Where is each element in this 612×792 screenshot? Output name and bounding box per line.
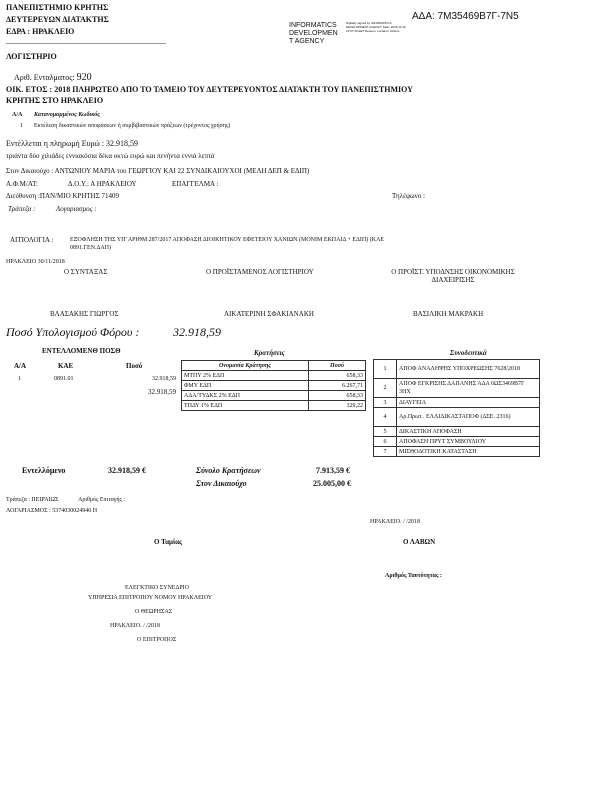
ordered-total-label: Εντελλόμενο (22, 466, 66, 475)
tax-base-label: Ποσό Υπολογισμού Φόρου : (6, 325, 140, 339)
ordered-row-kae: 0891.01 (54, 376, 74, 382)
ordered-row-aa: 1 (18, 376, 21, 382)
audit-service: ΥΠΗΡΕΣΙΑ ΕΠΙΤΡΟΠΟΥ ΝΟΜΟΥ ΗΡΑΚΛΕΙΟΥ (88, 595, 213, 601)
ordered-row-amount: 32.918,59 (152, 376, 176, 382)
ada-code: ΑΔΑ: 7Μ35469Β7Γ-7Ν5 (412, 11, 519, 22)
deductions-total-label: Σύνολο Κρατήσεων (196, 466, 261, 475)
table-row: 4 Αρ.Πρωτ . ΕΛΛΙΔΙΚΑΣΤΑΠΟΦ (ΔΣΕ. 2316) (374, 408, 540, 427)
table-row: 6 ΑΠΟΦΑΣΗ ΠΡΥΤ ΣΥΜΒΟΥΛΙΟΥ (374, 437, 540, 447)
check-number: Αριθμός Επιταγής : (78, 497, 126, 503)
address: Διεύθυνση :ΠΑΝ/ΜΙΟ ΚΡΗΤΗΣ 71409 (6, 192, 120, 200)
org-unit: ΔΕΥΤΕΡΕΥΩΝ ΔΙΑΤΑΚΤΗΣ (6, 15, 109, 24)
payment-place-date: ΗΡΑΚΛΕΙΟ. / /2018 (370, 519, 420, 525)
tax-base-amount: 32.918,59 (173, 325, 221, 339)
ordered-aa-header: Α/Α (14, 362, 27, 370)
table-row: ΤΠΔΥ 1% ΕΔΠ 329,22 (182, 401, 366, 411)
ordered-total: 32.918,59 (148, 388, 176, 396)
reason-line-1: ΕΞΟΦΛΗΣΗ ΤΗΣ ΥΠ' ΑΡΙΘΜ 287/2017 ΑΠΟΦΑΣΗ ΔΙΟΙΚΗΤΙΚΟΥ ΕΦΕΤΕΙΟΥ ΧΑΝΙΩΝ (ΜΟΝΙΜ ΕΚΠΑΙΔ + ΕΔΙΠ) (ΚΑΕ (70, 237, 385, 243)
table-row: ΦΜΥ ΕΔΠ 6.267,71 (182, 381, 366, 391)
payable-amount: Εντέλλεται η πληρωμή Ευρώ : 32.918,59 (6, 139, 139, 148)
audit-place-date: ΗΡΑΚΛΕΙΟ. / /2018 (110, 623, 160, 629)
attachments-title: Συνοδευτικά (450, 349, 487, 357)
composer-name: ΒΛΑΣΑΚΗΣ ΓΙΩΡΓΟΣ (50, 310, 119, 318)
signature-logo: INFORMATICS DEVELOPMEN T AGENCY (289, 22, 338, 45)
ordered-amount-title: ΕΝΤΕΛΛΟΜΕΝΘ ΠΟΣΘ (42, 347, 121, 355)
issue-place-date: ΗΡΑΚΛΕΙΟ 30/11/2018 (6, 259, 65, 265)
org-seat: ΕΔΡΑ : ΗΡΑΚΛΕΙΟ (6, 27, 75, 36)
bank-label: Τράπεζα : (8, 205, 36, 213)
tax-office: Δ.Ο.Υ.: Α ΗΡΑΚΛΕΙΟΥ (68, 180, 137, 188)
deductions-title: Κρατήσεις (254, 349, 285, 357)
composer-title: Ο ΣΥΝΤΑΞΑΣ (64, 268, 108, 276)
accounting-head-name: ΑΙΚΑΤΕΡΙΝΗ ΣΦΑΚΙΑΝΑΚΗ (224, 310, 314, 318)
beneficiary-total-value: 25.005,00 € (313, 479, 351, 488)
item-description: Εκτέλεση δικαστικών αποφάσεων ή συμβιβαστικών πράξεων (τρέχοντος χρήσης) (34, 123, 231, 129)
table-row: 1 ΑΠΟΦ ΑΝΑΛΗΨΗΣ ΥΠΟΧΡΕΩΣΗΣ 7628/2018 (374, 360, 540, 379)
beneficiary: Στον Δικαιούχο : ΑΝΤΩΝΙΟΥ ΜΑΡΙΑ του ΓΕΩΡΓΙΟΥ ΚΑΙ 22 ΣΥΝΔΙΚΑΙΟΥΧΟΙ (ΜΕΛΗ ΔΕΠ & ΕΔΙΠ) (6, 167, 310, 175)
reason-label: ΑΙΤΙΟΛΟΓΙΑ : (10, 236, 54, 244)
signature-details: Digitally signed by INFORMATICS DEVELOPMENT AGENCY Date: 2018.11.30 13:57:25 EET Reason: Location: Athens (346, 21, 406, 33)
reason-line-2: 0891.ΓΕΝ.ΔΑΠ) (70, 245, 111, 251)
org-name: ΠΑΝΕΠΙΣΤΗΜΙΟ ΚΡΗΤΗΣ (6, 3, 109, 12)
table-row: 3 ΔΙΑΥΓΕΙΑ (374, 398, 540, 408)
profession: ΕΠΑΓΓΕΛΜΑ : (172, 180, 219, 188)
ordered-kae-header: ΚΑΕ (58, 362, 74, 370)
audit-court: ΕΛΕΓΚΤΙΚΟ ΣΥΝΕΔΡΙΟ (125, 585, 189, 591)
phone: Τηλέφωνο : (392, 192, 426, 200)
aa-header: Α/Α (12, 112, 23, 118)
code-header: Κατανομαμμένος Κωδικός (34, 112, 100, 118)
deductions-total-value: 7.913,59 € (316, 466, 350, 475)
table-row: 5 ΔΙΚΑΣΤΙΚΗ ΑΠΟΦΑΣΗ (374, 427, 540, 437)
ordered-total-value: 32.918,59 € (108, 466, 146, 475)
fiscal-year-line: ΟΙΚ. ΕΤΟΣ : 2018 ΠΛΗΡΩΤΕΟ ΑΠΟ ΤΟ ΤΑΜΕΙΟ ΤΟΥ ΔΕΥΤΕΡΕΥΟΝΤΟΣ ΔΙΑΤΑΚΤΗ ΤΟΥ ΠΑΝΕΠΙΣΤΗΜΙΟΥ (6, 85, 413, 94)
item-number: 1 (20, 123, 23, 129)
table-row: ΜΤΠΥ 2% ΕΔΠ 658,33 (182, 371, 366, 381)
director-title: Ο ΠΡΟΪΣΤ. ΥΠΟΔΝΣΗΣ ΟΙΚΟΝΟΜΙΚΗΣ ΔΙΑΧΕΙΡΙΣΗΣ (391, 268, 515, 284)
commissioner-title: Ο ΕΠΙΤΡΟΠΟΣ (137, 637, 177, 643)
beneficiary-total-label: Στον Δικαιούχο (196, 479, 247, 488)
ordered-amount-header: Ποσό (126, 362, 143, 370)
deductions-table (181, 360, 366, 411)
department: ΛΟΓΙΣΤΗΡΙΟ (6, 52, 57, 61)
header-separator: ________________________________________ (6, 36, 166, 45)
document-number: Αριθ. Ενταλματος: 920 (14, 72, 92, 83)
table-row: 7 ΜΙΣΘΟΔΟΤΙΚΗ ΚΑΤΑΣΤΑΣΗ (374, 447, 540, 457)
deductions-amount-header: Ποσό (309, 361, 366, 371)
table-row: 2 ΑΠΟΦ ΕΓΚΡΙΣΗΣ ΔΑΠΑΝΗΣ ΑΔΑ 6ΩΣ3469Β7Γ 3ΗΧ (374, 379, 540, 398)
table-row: ΑΔΑ/ΤΥΔΚΣ 2% ΕΔΠ 658,33 (182, 391, 366, 401)
account-label: Λογαριασμος : (56, 205, 97, 213)
amount-in-words: τριάντα δύο χιλιάδες εννιακόσια δέκα οκτώ ευρώ και πενήντα εννιά λεπτά (6, 152, 215, 160)
afm-label: Α.Φ.Μ/ΑΤ: (6, 180, 39, 188)
identity-number: Αριθμός Ταυτότητας : (385, 573, 442, 579)
payment-account: ΛΟΓΑΡΙΑΣΜΟΣ : 5374030024940 Η (6, 508, 98, 514)
director-name: ΒΑΣΙΛΙΚΗ ΜΑΚΡΑΚΗ (413, 310, 484, 318)
approver-title: Ο ΘΕΩΡΗΣΑΣ (135, 609, 173, 615)
accounting-head-title: Ο ΠΡΟΪΣΤΑΜΕΝΟΣ ΛΟΓΙΣΤΗΡΙΟΥ (206, 268, 314, 276)
receiver-title: Ο ΛΑΒΩΝ (403, 538, 436, 546)
deductions-name-header: Ονομασία Κράτησης (182, 361, 309, 371)
payment-bank: Τράπεζα : ΠΕΙΡΑΙΩΣ (6, 497, 59, 503)
treasurer-title: Ο Ταμίας (154, 538, 183, 546)
fiscal-year-line-2: ΚΡΗΤΗΣ ΣΤΟ ΗΡΑΚΛΕΙΟ (6, 96, 104, 105)
attachments-table (373, 359, 540, 457)
